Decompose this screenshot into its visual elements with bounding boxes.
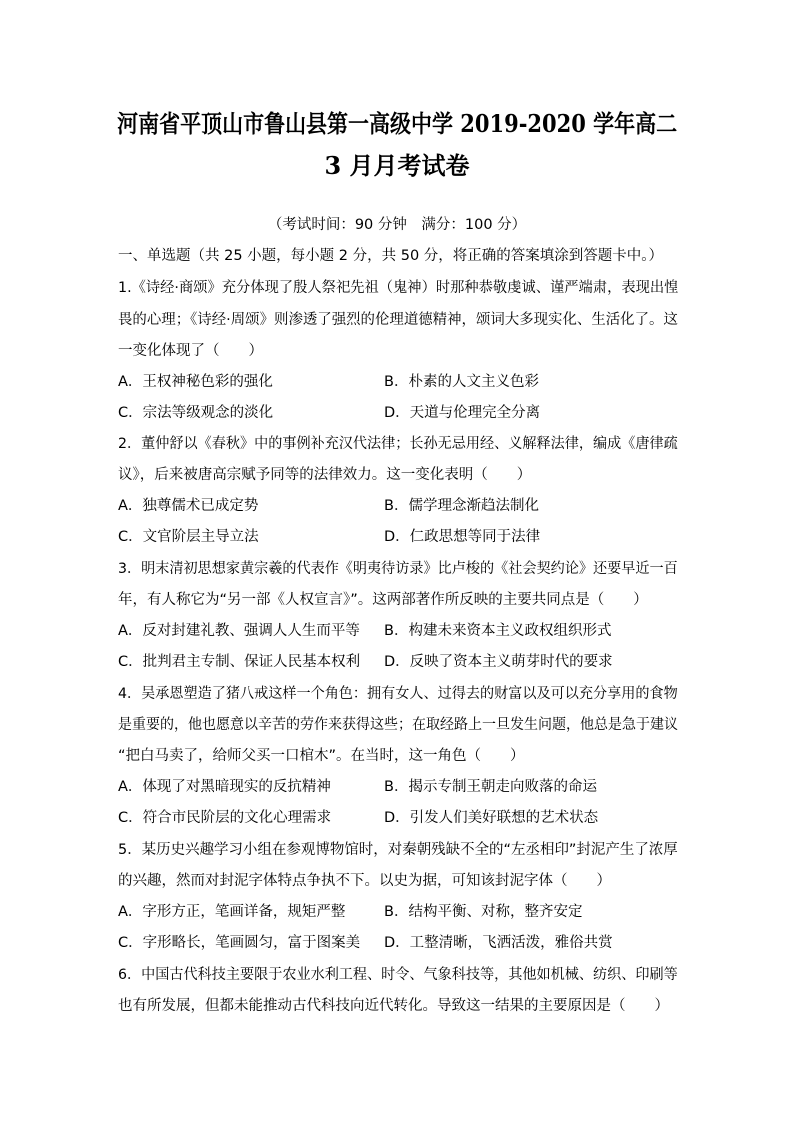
q2-stem-line1: 2．董仲舒以《春秋》中的事例补充汉代法律；长孙无忌用经、义解释法律，编成《唐律疏 — [118, 436, 678, 452]
q1-stem-line3: 一变化体现了（ ） — [118, 343, 263, 359]
q2-option-b: B．儒学理念渐趋法制化 — [384, 498, 539, 514]
q1-option-c: C．宗法等级观念的淡化 — [118, 405, 274, 421]
q4-option-c: C．符合市民阶层的文化心理需求 — [118, 810, 332, 826]
exam-info: （考试时间：90 分钟 满分：100 分） — [267, 217, 527, 233]
q4-stem-line3: “把白马卖了，给师父买一口棺木”。在当时，这一角色（ ） — [118, 748, 525, 764]
q2-option-d: D．仁政思想等同于法律 — [384, 529, 541, 545]
q3-option-b: B．构建未来资本主义政权组织形式 — [384, 623, 612, 639]
exam-title-line2: 3 月月考试卷 — [324, 151, 470, 180]
q5-stem-line2: 的兴趣，然而对封泥字体特点争执不下。以史为据，可知该封泥字体（ ） — [118, 873, 611, 889]
q2-option-c: C．文官阶层主导立法 — [118, 529, 259, 545]
q3-option-a: A．反对封建礼教、强调人人生而平等 — [118, 623, 360, 639]
q4-stem-line2: 是重要的，他也愿意以辛苦的劳作来获得这些；在取经路上一旦发生问题，他总是急于建议 — [118, 717, 678, 733]
q3-stem-line1: 3．明末清初思想家黄宗羲的代表作《明夷待访录》比卢梭的《社会契约论》还要早近一百 — [118, 561, 678, 577]
q4-stem-line1: 4．吴承恩塑造了猪八戒这样一个角色：拥有女人、过得去的财富以及可以充分享用的食物 — [118, 686, 678, 702]
q4-option-a: A．体现了对黑暗现实的反抗精神 — [118, 779, 331, 795]
q3-option-c: C．批判君主专制、保证人民基本权利 — [118, 654, 361, 670]
q5-option-d: D．工整清晰，飞洒活泼，雅俗共赏 — [384, 935, 613, 951]
q1-stem-line1: 1.《诗经·商颂》充分体现了殷人祭祀先祖（鬼神）时那种恭敬虔诚、谨严端肃，表现出惶 — [118, 280, 679, 296]
q5-option-a: A．字形方正，笔画详备，规矩严整 — [118, 904, 346, 920]
q2-option-a: A．独尊儒术已成定势 — [118, 498, 259, 514]
section-heading: 一、单选题（共 25 小题，每小题 2 分，共 50 分，将正确的答案填涂到答题卡中。） — [118, 248, 664, 264]
exam-title-line1: 河南省平顶山市鲁山县第一高级中学 2019-2020 学年高二 — [116, 109, 677, 138]
q4-option-b: B．揭示专制王朝走向败落的命运 — [384, 779, 597, 795]
q6-stem-line1: 6．中国古代科技主要限于农业水利工程、时令、气象科技等，其他如机械、纺织、印刷等 — [118, 967, 678, 983]
q2-stem-line2: 议》，后来被唐高宗赋予同等的法律效力。这一变化表明（ ） — [118, 467, 532, 483]
q1-option-b: B．朴素的人文主义色彩 — [384, 374, 539, 390]
q4-option-d: D．引发人们美好联想的艺术状态 — [384, 810, 599, 826]
q1-option-d: D．天道与伦理完全分离 — [384, 405, 541, 421]
q5-option-b: B．结构平衡、对称，整齐安定 — [384, 904, 583, 920]
q6-stem-line2: 也有所发展，但都未能推动古代科技向近代转化。导致这一结果的主要原因是（ ） — [118, 998, 669, 1014]
q5-option-c: C．字形略长，笔画圆匀，富于图案美 — [118, 935, 361, 951]
q5-stem-line1: 5．某历史兴趣学习小组在参观博物馆时，对秦朝残缺不全的“左丞相印”封泥产生了浓厚 — [118, 842, 678, 858]
q1-option-a: A．王权神秘色彩的强化 — [118, 374, 273, 390]
q1-stem-line2: 畏的心理；《诗经·周颂》则渗透了强烈的伦理道德精神，颂词大多现实化、生活化了。这 — [118, 312, 678, 328]
q3-option-d: D．反映了资本主义萌芽时代的要求 — [384, 654, 613, 670]
q3-stem-line2: 年，有人称它为“另一部《人权宣言》”。这两部著作所反映的主要共同点是（ ） — [118, 592, 648, 608]
